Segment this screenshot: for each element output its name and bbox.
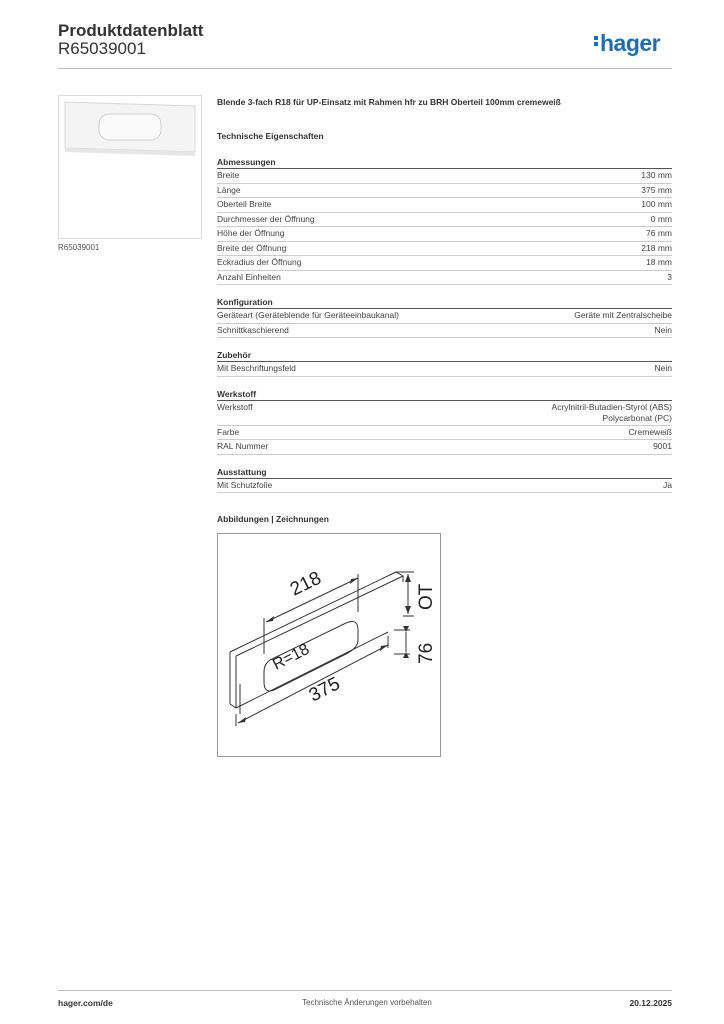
spec-value: Nein <box>654 363 672 373</box>
footer-date: 20.12.2025 <box>629 998 672 1008</box>
spec-row <box>217 479 672 494</box>
product-thumbnail <box>58 95 202 239</box>
spec-label: Geräteart (Geräteblende für Geräteeinbaukanal) <box>217 310 399 320</box>
section-title: Ausstattung <box>217 466 672 479</box>
spec-label: Mit Beschriftungsfeld <box>217 363 296 373</box>
dim-radius-label: R=18 <box>270 640 313 674</box>
spec-value-line: Polycarbonat (PC) <box>602 412 672 423</box>
spec-value: 0 mm <box>650 213 672 224</box>
spec-label: Anzahl Einheiten <box>217 271 281 282</box>
spec-row <box>217 242 672 257</box>
footer-divider <box>58 990 672 991</box>
cover-plate-image <box>59 96 201 238</box>
spec-row <box>217 309 672 324</box>
logo-text: hager <box>600 30 661 56</box>
technical-properties-heading: Technische Eigenschaften <box>217 131 324 141</box>
spec-label: Schnittkaschierend <box>217 324 289 335</box>
spec-label: Farbe <box>217 426 240 437</box>
spec-label: Höhe der Öffnung <box>217 228 285 238</box>
footer-website-link[interactable]: hager.com/de <box>58 998 113 1008</box>
spec-value: Nein <box>654 324 672 335</box>
spec-row <box>217 271 672 286</box>
spec-value: 375 mm <box>641 184 672 195</box>
specs-table <box>217 156 672 504</box>
spec-label: Werkstoff <box>217 401 253 412</box>
spec-label: Breite der Öffnung <box>217 242 287 253</box>
dim-width-label: 218 <box>286 567 325 601</box>
section-ausstattung <box>217 466 672 494</box>
spec-label: Eckradius der Öffnung <box>217 257 302 267</box>
spec-row <box>217 401 672 426</box>
spec-value <box>552 402 672 424</box>
spec-row <box>217 256 672 271</box>
section-title: Konfiguration <box>217 296 672 309</box>
spec-row <box>217 362 672 377</box>
thumbnail-caption: R65039001 <box>58 243 100 252</box>
dimension-drawing <box>218 534 440 756</box>
spec-value: 218 mm <box>641 242 672 253</box>
dim-top-label: OT <box>416 583 437 610</box>
spec-value: 9001 <box>653 441 672 451</box>
logo-dots-icon <box>594 34 598 48</box>
page-title: Produktdatenblatt <box>58 21 204 40</box>
dim-height-label: 76 <box>416 642 437 664</box>
spec-row <box>217 324 672 339</box>
spec-row <box>217 184 672 199</box>
section-title: Abmessungen <box>217 156 672 169</box>
spec-value: 100 mm <box>641 199 672 209</box>
section-title: Werkstoff <box>217 388 672 401</box>
spec-row <box>217 198 672 213</box>
spec-value: 18 mm <box>646 257 672 267</box>
spec-label: Durchmesser der Öffnung <box>217 213 315 224</box>
footer-note: Technische Änderungen vorbehalten <box>302 998 432 1007</box>
spec-row <box>217 169 672 184</box>
spec-value: 76 mm <box>646 228 672 238</box>
hager-logo <box>594 30 660 57</box>
drawings-heading: Abbildungen | Zeichnungen <box>217 514 329 524</box>
spec-value: Geräte mit Zentralscheibe <box>574 310 672 320</box>
spec-value: Ja <box>663 479 672 490</box>
section-abmessungen <box>217 156 672 285</box>
header-divider <box>58 68 672 69</box>
product-number: R65039001 <box>58 39 146 58</box>
spec-label: Mit Schutzfolie <box>217 479 273 490</box>
product-title: Blende 3-fach R18 für UP-Einsatz mit Rahmen hfr zu BRH Oberteil 100mm cremeweiß <box>217 97 561 107</box>
section-konfiguration <box>217 296 672 338</box>
spec-row <box>217 440 672 455</box>
spec-value: Cremeweiß <box>628 426 672 437</box>
spec-value: 130 mm <box>641 170 672 180</box>
spec-label: Oberteil Breite <box>217 199 272 209</box>
spec-row <box>217 426 672 441</box>
spec-row <box>217 227 672 242</box>
section-zubehoer <box>217 349 672 377</box>
spec-label: RAL Nummer <box>217 441 269 451</box>
section-werkstoff <box>217 388 672 455</box>
dim-length-label: 375 <box>305 673 344 707</box>
spec-row <box>217 213 672 228</box>
spec-value-line: Acrylnitril-Butadien-Styrol (ABS) <box>551 401 672 412</box>
section-title: Zubehör <box>217 349 672 362</box>
spec-label: Länge <box>217 184 241 195</box>
spec-label: Breite <box>217 170 240 180</box>
spec-value: 3 <box>667 271 672 282</box>
technical-drawing <box>217 533 441 757</box>
